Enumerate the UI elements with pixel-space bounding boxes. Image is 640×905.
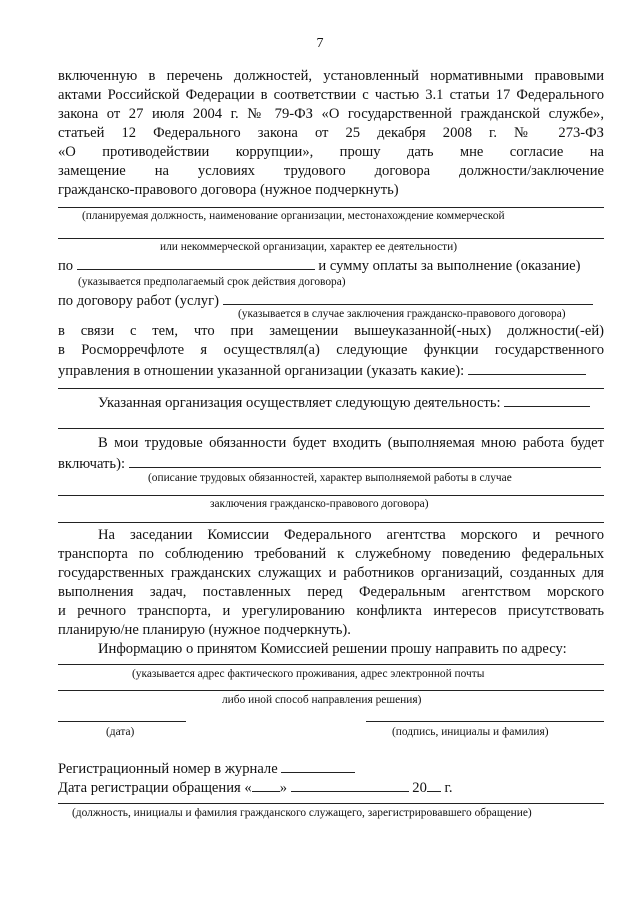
- duties-line-2: [58, 453, 604, 473]
- term-field[interactable]: [77, 255, 315, 270]
- contract-field[interactable]: [223, 290, 593, 305]
- registration-number-field[interactable]: [281, 758, 355, 773]
- registration-year-suffix: г.: [444, 780, 453, 796]
- commission-line-1: На заседании Комиссии Федерального агентства морского и речного: [98, 527, 604, 543]
- contract-prefix: по договору работ (услуг): [58, 293, 219, 309]
- caption-duties-1: (описание трудовых обязанностей, характер выполняемой работы в случае: [148, 472, 512, 484]
- registration-year-prefix: 20: [412, 780, 427, 796]
- signature-field[interactable]: [366, 721, 604, 722]
- functions-line-2: в Росморречфлоте я осуществлял(а) следующие функции государственного: [58, 342, 604, 358]
- term-line: [58, 255, 604, 275]
- caption-address-1: (указывается адрес фактического проживания, адрес электронной почты: [132, 668, 485, 680]
- address-field-line-2[interactable]: [58, 690, 604, 691]
- duties-line-1: В мои трудовые обязанности будет входить (выполняемая мною работа будет: [98, 435, 604, 451]
- caption-term: (указывается предполагаемый срок действия договора): [78, 276, 346, 288]
- org-activity-label: Указанная организация осуществляет следующую деятельность:: [98, 395, 501, 411]
- functions-line-3-text: управления в отношении указанной организации (указать какие):: [58, 363, 465, 379]
- org-activity-field-line-2[interactable]: [58, 428, 604, 429]
- caption-signature: (подпись, инициалы и фамилия): [392, 726, 549, 738]
- registration-year-field[interactable]: [427, 777, 441, 792]
- term-suffix: и сумму оплаты за выполнение (оказание): [318, 258, 581, 274]
- paragraph-1-line-5: «О противодействии коррупции», прошу дать мне согласие на: [58, 144, 604, 160]
- position-field-line-2[interactable]: [58, 238, 604, 239]
- paragraph-1-line-2: актами Российской Федерации в соответствии с частью 3.1 статьи 17 Федерального: [58, 87, 604, 103]
- commission-line-5: и речного транспорта, и урегулированию конфликта интересов присутствовать: [58, 603, 604, 619]
- duties-label: включать):: [58, 456, 125, 472]
- commission-line-3: государственных гражданских служащих и работников организаций, созданных для: [58, 565, 604, 581]
- commission-line-4: выполнения задач, поставленных перед Федеральным агентством морского: [58, 584, 604, 600]
- duties-field-line-2[interactable]: [58, 495, 604, 496]
- org-activity-field[interactable]: [504, 392, 590, 407]
- paragraph-1-line-7: гражданско-правового договора (нужное подчеркнуть): [58, 182, 399, 198]
- paragraph-1-line-6: замещение на условиях трудового договора должности/заключение: [58, 163, 604, 179]
- caption-position-1: (планируемая должность, наименование организации, местонахождение коммерческой: [82, 210, 505, 222]
- commission-line-6: планирую/не планирую (нужное подчеркнуть).: [58, 622, 351, 638]
- registrar-field[interactable]: [58, 803, 604, 804]
- registration-date-line: [58, 777, 604, 797]
- caption-date: (дата): [106, 726, 135, 738]
- registration-number-label: Регистрационный номер в журнале: [58, 761, 278, 777]
- paragraph-1-line-3: закона от 27 июля 2004 г. № 79-ФЗ «О государственной гражданской службе»,: [58, 106, 604, 122]
- paragraph-1-line-1: включенную в перечень должностей, установленный нормативными правовыми: [58, 68, 604, 84]
- date-field[interactable]: [58, 721, 186, 722]
- caption-position-2: или некоммерческой организации, характер ее деятельности): [160, 241, 458, 253]
- info-request: Информацию о принятом Комиссией решении прошу направить по адресу:: [98, 641, 567, 657]
- caption-contract: (указывается в случае заключения гражданско-правового договора): [238, 308, 566, 320]
- duties-field[interactable]: [129, 453, 601, 468]
- registration-number-line: [58, 758, 604, 778]
- address-field-line-1[interactable]: [58, 664, 604, 665]
- caption-duties-2: заключения гражданско-правового договора): [210, 498, 429, 510]
- term-prefix: по: [58, 258, 74, 274]
- org-activity-line: [98, 392, 604, 412]
- paragraph-1-line-4: статьей 12 Федерального закона от 25 декабря 2008 г. № 273-ФЗ: [58, 125, 604, 141]
- registration-date-quote: »: [279, 780, 287, 796]
- caption-registrar: (должность, инициалы и фамилия гражданского служащего, зарегистрировавшего обращение): [72, 807, 532, 819]
- functions-line-1: в связи с тем, что при замещении вышеуказанной(-ных) должности(-ей): [58, 323, 604, 339]
- registration-day-field[interactable]: [252, 777, 280, 792]
- registration-month-field[interactable]: [291, 777, 409, 792]
- position-field-line-1[interactable]: [58, 207, 604, 208]
- page-number: 7: [316, 36, 324, 51]
- functions-field[interactable]: [468, 360, 586, 375]
- caption-address-2: либо иной способ направления решения): [222, 694, 422, 706]
- commission-line-2: транспорта по соблюдению требований к служебному поведению федеральных: [58, 546, 604, 562]
- duties-field-line-3[interactable]: [58, 522, 604, 523]
- functions-line-3: [58, 360, 604, 380]
- registration-date-prefix: Дата регистрации обращения «: [58, 780, 252, 796]
- functions-field-line-2[interactable]: [58, 388, 604, 389]
